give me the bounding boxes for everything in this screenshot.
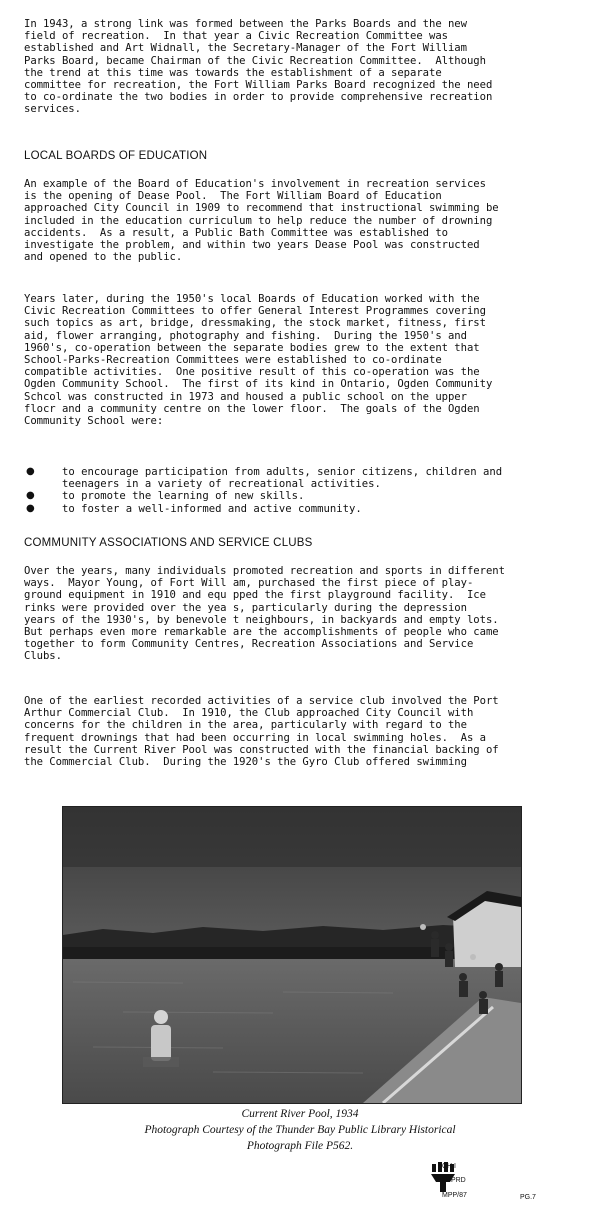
paragraph-parks-boards: In 1943, a strong link was formed between the Parks Boards and the new field of recreation. In that year a Civic Recreation Committee was established and Art Widnall, the Secretary-Manager of the Fort William Parks Board, became Chairman of the Civic Recreation Committee. Although the trend at this time was towards the establishment of a separate committee for recreation, the Fort William Parks Board recognized the need to co-ordinate the two bodies in order to provide comprehensive recreation services. <box>24 18 493 116</box>
goals-list <box>24 466 590 515</box>
heading-community-associations: COMMUNITY ASSOCIATIONS AND SERVICE CLUBS <box>24 537 313 549</box>
list-item <box>24 503 590 515</box>
page-number: PG.7 <box>520 1194 536 1201</box>
footer-code-ch: CH.I <box>442 1163 456 1170</box>
document-footer <box>428 1158 588 1208</box>
bullet-icon: ● <box>26 466 35 477</box>
list-item-text: to encourage participation from adults, senior citizens, children and <box>62 466 503 478</box>
bullet-icon: ● <box>26 490 35 502</box>
paragraph-individuals: Over the years, many individuals promoted recreation and sports in different ways. Mayor Young, of Fort Will am, purchased the first piece of play- ground equipment in 1910 and equ pped the first playground facility. Ice rinks were provided over the yea s, particularly during the depression years of the 1930's, by benevole t neighbours, in backyards and empty lots. But perhaps even more remarkable are the accomplishments of people who came together to form Community Centres, Recreation Associations and Service Clubs. <box>24 565 505 663</box>
list-item-continuation <box>24 478 590 490</box>
bullet-icon: ● <box>26 502 35 514</box>
footer-code-mpp: MPP/87 <box>442 1192 467 1199</box>
paragraph-dease-pool: An example of the Board of Education's involvement in recreation services is the opening of Dease Pool. The Fort William Board of Education approached City Council in 1909 to recommend that instructional swimming be included in the education curriculum to help reduce the number of drowning accidents. As a result, a Public Bath Committee was established to investigate the problem, and within two years Dease Pool was constructed and opened to the public. <box>24 178 499 264</box>
paragraph-service-club: One of the earliest recorded activities of a service club involved the Port Arthur Commercial Club. In 1910, the Club approached City Council with concerns for the children in the area, particularly with regard to the frequent drownings that had been occurring in local swimming holes. As a result the Current River Pool was constructed with the financial backing of the Commercial Club. During the 1920's the Gyro Club offered swimming <box>24 695 499 769</box>
photo-caption-file: Photograph File P562. <box>246 1140 354 1152</box>
list-item <box>24 466 590 478</box>
photo-caption-title: Current River Pool, 1934 <box>241 1108 359 1120</box>
photo-caption-credit: Photograph Courtesy of the Thunder Bay Public Library Historical <box>144 1124 456 1136</box>
list-item-text: to foster a well-informed and active community. <box>62 502 362 515</box>
paragraph-ogden-school: Years later, during the 1950's local Boards of Education worked with the Civic Recreation Committees to offer General Interest Programmes covering such topics as art, bridge, dressmaking, the stock market, fitness, first aid, flower arranging, photography and fishing. During the 1950's and 1960's, co-operation between the separate bodies grew to the extent that School-Parks-Recreation Committees were established to co-ordinate compatible activities. One positive result of this co-operation was the Ogden Community School. The first of its kind in Ontario, Ogden Community Schcol was constructed in 1973 and housed a public school on the upper flocr and a community centre on the lower floor. The goals of the Ogden Community School were: <box>24 293 493 428</box>
current-river-pool-photo <box>62 806 522 1104</box>
list-item-text: teenagers in a variety of recreational activities. <box>62 478 381 491</box>
list-item <box>24 490 590 502</box>
list-item-text: to promote the learning of new skills. <box>62 490 305 503</box>
footer-code-tbprd: TBPRD <box>442 1177 466 1184</box>
heading-local-boards-of-education: LOCAL BOARDS OF EDUCATION <box>24 150 208 162</box>
